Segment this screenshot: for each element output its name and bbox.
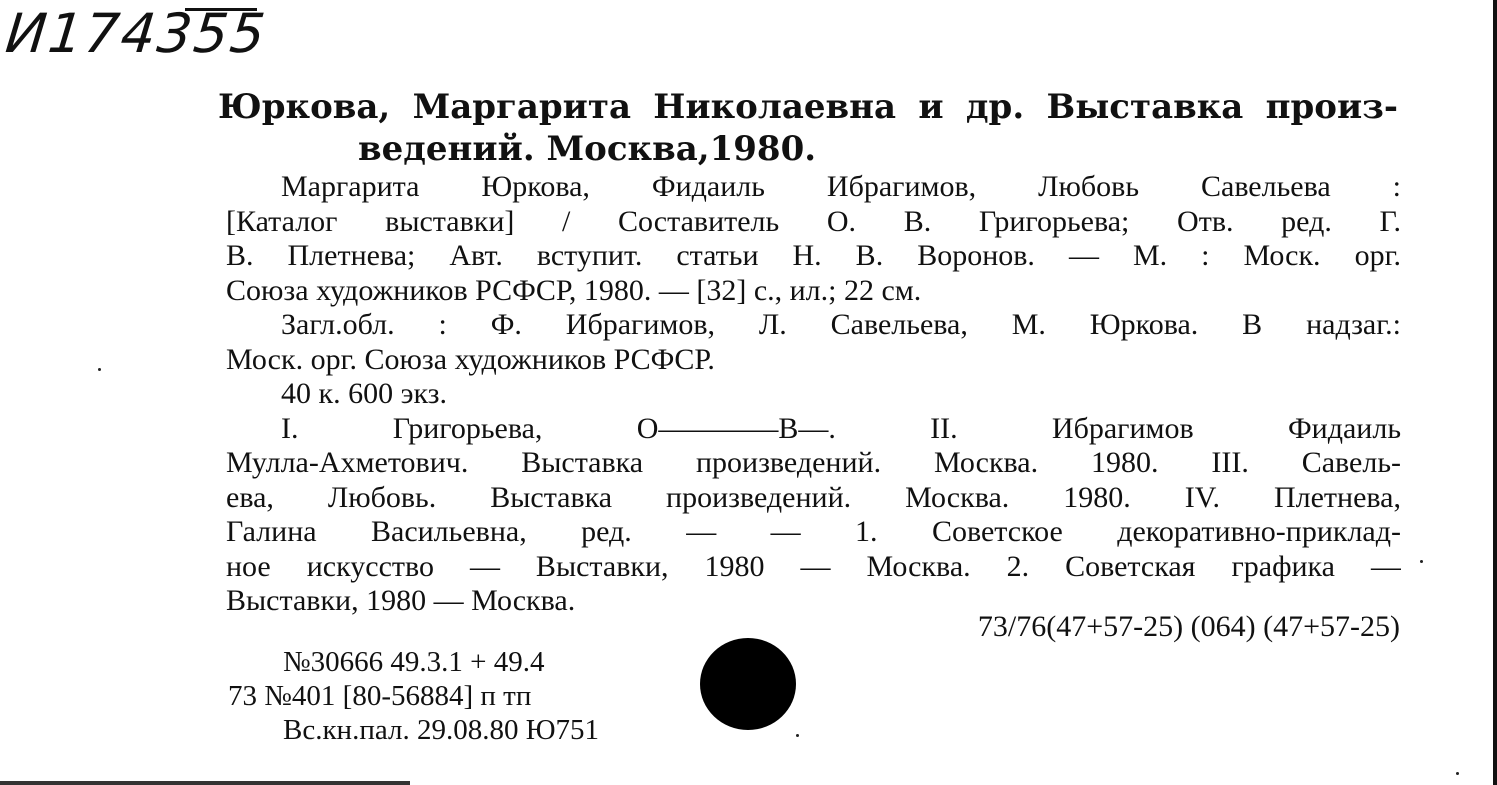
description-line: ное искусство — Выставки, 1980 — Москва. 2. Советская графика — [226,549,1401,583]
description-line: Мулла-Ахметович. Выставка произведений. Москва. 1980. III. Савель- [226,446,1401,479]
card-bottom-edge [0,781,410,785]
scan-speck [98,368,101,371]
scan-speck [1456,772,1459,775]
description-line: I. Григорьева, О————В—. II. Ибрагимов Фидаиль [281,411,1401,445]
card-heading [218,86,1398,170]
punch-hole [700,638,796,730]
heading-line-1: Юркова, Маргарита Николаевна и др. Выставка произ- [218,87,1398,127]
description-line: В. Плетнева; Авт. вступит. статьи Н. В. Воронов. — М. : Моск. орг. [226,239,1401,272]
classification-index: 73/76(47+57-25) (064) (47+57-25) [977,610,1400,643]
heading-line-2: ведений. Москва,1980. [358,129,817,169]
imprint-line-1: №30666 49.3.1 + 49.4 [283,646,545,678]
price-and-print-run: 40 к. 600 экз. [281,377,447,410]
card-right-edge [1493,0,1497,785]
bibliographic-description [226,170,1401,619]
description-line: Моск. орг. Союза художников РСФСР. [226,342,715,376]
description-line: Маргарита Юркова, Фидаиль Ибрагимов, Любовь Савельева : [281,170,1401,203]
description-line: Союза художников РСФСР, 1980. — [32] с., ил.; 22 см. [226,273,922,307]
description-line: Выставки, 1980 — Москва. [226,584,576,617]
imprint-line-2: 73 №401 [80-56884] п тп [228,680,532,712]
description-line: Загл.обл. : Ф. Ибрагимов, Л. Савельева, М. Юркова. В надзаг.: [281,308,1401,341]
imprint-line-3: Вс.кн.пал. 29.08.80 Ю751 [283,714,599,746]
scan-speck [1420,560,1423,563]
card-imprint [228,645,599,747]
scan-speck [796,734,799,737]
description-line: Галина Васильевна, ред. — — 1. Советское декоративно-приклад- [226,515,1401,548]
description-line: [Каталог выставки] / Составитель О. В. Григорьева; Отв. ред. Г. [226,204,1401,238]
description-line: ева, Любовь. Выставка произведений. Москва. 1980. IV. Плетнева, [226,480,1401,514]
handwritten-accession-number: И174355 [2,2,270,65]
